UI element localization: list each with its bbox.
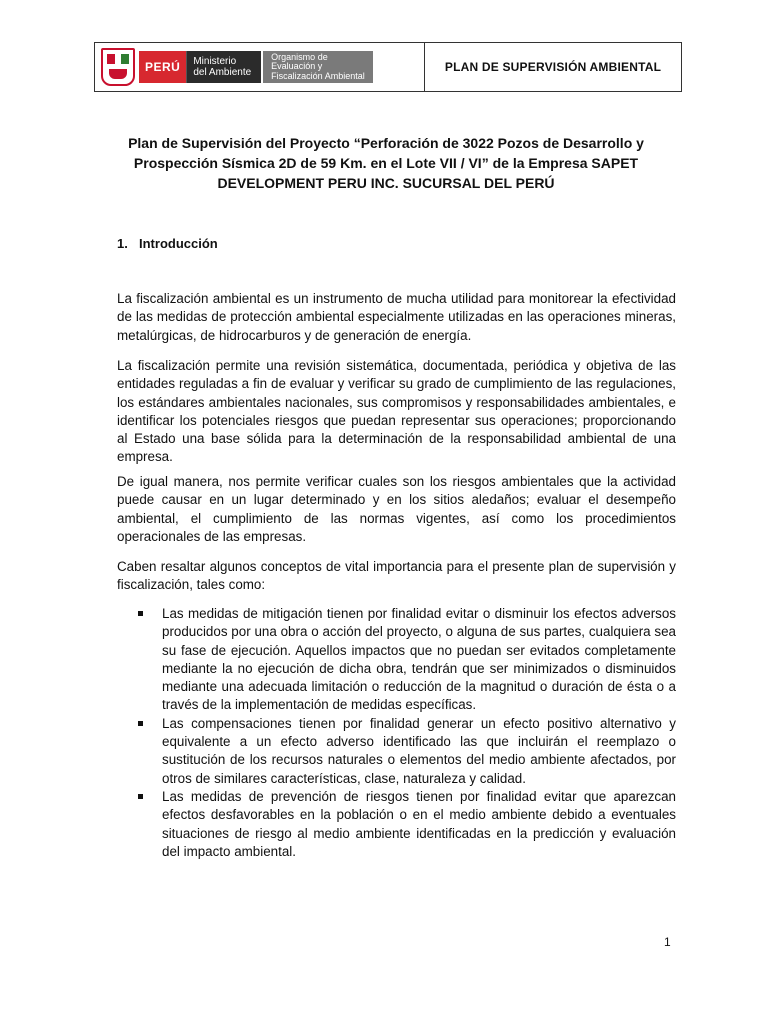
bullet-square-icon bbox=[138, 794, 143, 799]
list-item bbox=[117, 605, 676, 715]
ministry-line-2: del Ambiente bbox=[193, 67, 252, 78]
oefa-line-3: Fiscalización Ambiental bbox=[271, 70, 365, 81]
ministry-line-1: Ministerio bbox=[193, 56, 237, 67]
paragraph-2: La fiscalización permite una revisión sistemática, documentada, periódica y objetiva de las entidades reguladas a fin de evaluar y verificar su grado de cumplimiento de las regulaciones, los estándares ambientales nacionales, sus compromisos y responsabilidades ambientales, e identificar los potenciales riesgos que puedan representar sus operaciones; proporcionando al Estado una base sólida para la determinación de la responsabilidad ambiental de una empresa. bbox=[117, 358, 676, 465]
oefa-line-1: Organismo de bbox=[271, 51, 328, 62]
ministry-label bbox=[186, 51, 261, 83]
section-heading bbox=[117, 236, 218, 251]
list-item-text: Las medidas de mitigación tienen por finalidad evitar o disminuir los efectos adversos producidos por una obra o acción del proyecto, o alguna de sus partes, cualquiera sea su fase de ejecución. Aquellos impactos que no puedan ser evitados completamente mediante la no ejecución de dicha obra, tendrán que ser minimizados o disminuidos mediante una adecuada limitación o reducción de la magnitud o duración de ésta o a través de la implementación de medidas específicas. bbox=[162, 606, 676, 713]
peru-coat-of-arms-icon bbox=[101, 48, 135, 86]
paragraph-4: Caben resaltar algunos conceptos de vital importancia para el presente plan de supervisión y fiscalización, tales como: bbox=[117, 559, 676, 593]
list-item bbox=[117, 788, 676, 861]
bullet-square-icon bbox=[138, 721, 143, 726]
oefa-label bbox=[263, 51, 373, 83]
paragraph-1: La fiscalización ambiental es un instrumento de mucha utilidad para monitorear la efectividad de las medidas de protección ambiental especialmente utilizadas en las operaciones mineras, metalúrgicas, de hidrocarburos y de generación de energía. bbox=[117, 291, 676, 343]
title-line-1: Plan de Supervisión del Proyecto “Perforación de 3022 Pozos de Desarrollo y bbox=[128, 135, 644, 151]
plan-title: PLAN DE SUPERVISIÓN AMBIENTAL bbox=[444, 60, 662, 74]
page-number: 1 bbox=[664, 935, 671, 949]
paragraph-3: De igual manera, nos permite verificar cuales son los riesgos ambientales que la actividad puede causar en un lugar determinado y en los sitios aledaños; evaluar el desempeño ambiental, el cumplimiento de las normas vigentes, así como los procedimientos operacionales de las empresas. bbox=[117, 474, 676, 544]
list-item-text: Las compensaciones tienen por finalidad generar un efecto positivo alternativo y equivalente a un efecto adverso identificado las que incluirán el reemplazo o sustitución de los recursos naturales o elementos del medio ambiente afectados, por otros de similares características, clase, naturaleza y calidad. bbox=[162, 715, 676, 786]
document-title bbox=[96, 133, 676, 193]
list-item-text: Las medidas de prevención de riesgos tienen por finalidad evitar que aparezcan efectos desfavorables en la población o en el medio ambiente debido a eventuales situaciones de riesgo al medio ambiente identificadas en la predicción y evaluación del impacto ambiental. bbox=[162, 788, 676, 859]
title-line-2: Prospección Sísmica 2D de 59 Km. en el Lote VII / VI” de la Empresa SAPET bbox=[133, 155, 639, 171]
section-number: 1. bbox=[117, 236, 128, 251]
bullet-square-icon bbox=[138, 611, 143, 616]
document-header bbox=[94, 42, 682, 92]
concept-list bbox=[117, 605, 676, 861]
title-line-3: DEVELOPMENT PERU INC. SUCURSAL DEL PERÚ bbox=[217, 175, 555, 191]
section-title: Introducción bbox=[139, 236, 218, 251]
oefa-line-2: Evaluación y bbox=[271, 61, 323, 72]
peru-label: PERÚ bbox=[139, 51, 186, 83]
institution-logos bbox=[95, 43, 425, 91]
list-item bbox=[117, 715, 676, 788]
